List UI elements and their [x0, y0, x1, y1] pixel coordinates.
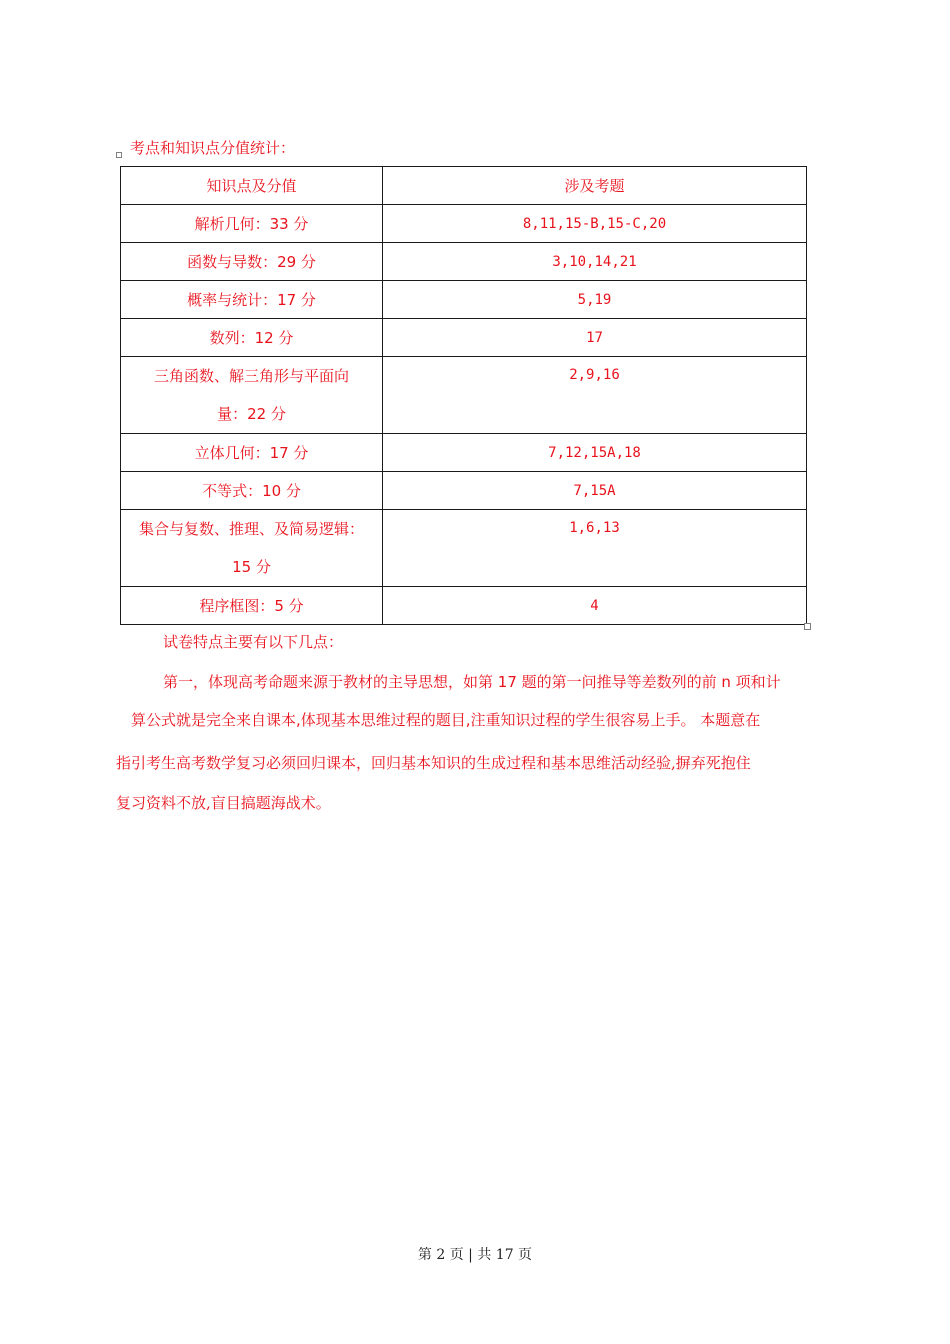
- table-row: [121, 243, 807, 281]
- questions-cell: 1,6,13: [383, 510, 807, 587]
- score-statistics-table: [120, 166, 807, 625]
- table-row: [121, 357, 807, 434]
- topic-cell: 函数与导数：29 分: [121, 243, 383, 281]
- topic-cell: [121, 357, 383, 434]
- table-row: [121, 434, 807, 472]
- topic-cell: 概率与统计：17 分: [121, 281, 383, 319]
- table-anchor-handle[interactable]: [116, 152, 122, 158]
- questions-cell: 3,10,14,21: [383, 243, 807, 281]
- table-row: [121, 587, 807, 625]
- questions-cell: 8,11,15-B,15-C,20: [383, 205, 807, 243]
- topic-line: 三角函数、解三角形与平面向: [153, 367, 349, 385]
- topic-cell: 立体几何：17 分: [121, 434, 383, 472]
- table-row: [121, 319, 807, 357]
- topic-line: 15 分: [232, 558, 271, 576]
- questions-cell: 4: [383, 587, 807, 625]
- paragraph-line: 第一，体现高考命题来源于教材的主导思想，如第 17 题的第一问推导等差数列的前 n 项和计: [163, 673, 781, 691]
- table-resize-handle[interactable]: [804, 623, 811, 630]
- table-row: [121, 281, 807, 319]
- topic-line: 量：22 分: [217, 405, 286, 423]
- questions-cell: 17: [383, 319, 807, 357]
- features-heading: 试卷特点主要有以下几点：: [163, 633, 344, 651]
- questions-cell: 7,15A: [383, 472, 807, 510]
- table-row: [121, 472, 807, 510]
- questions-cell: 5,19: [383, 281, 807, 319]
- header-questions: 涉及考题: [383, 167, 807, 205]
- paragraph-line: 复习资料不放,盲目搞题海战术。: [116, 794, 331, 812]
- page-footer: 第 2 页 | 共 17 页: [417, 1247, 533, 1263]
- paragraph-line: 算公式就是完全来自课本,体现基本思维过程的题目,注重知识过程的学生很容易上手。 本题意在: [131, 711, 761, 729]
- questions-cell: 7,12,15A,18: [383, 434, 807, 472]
- header-topic: 知识点及分值: [121, 167, 383, 205]
- table-row: [121, 205, 807, 243]
- topic-cell: 数列：12 分: [121, 319, 383, 357]
- topic-line: 集合与复数、推理、及简易逻辑：: [138, 520, 364, 538]
- table-header-row: [121, 167, 807, 205]
- section-heading: 考点和知识点分值统计：: [130, 139, 296, 157]
- paragraph-line: 指引考生高考数学复习必须回归课本，回归基本知识的生成过程和基本思维活动经验,摒弃死抱住: [116, 754, 751, 772]
- topic-cell: 程序框图：5 分: [121, 587, 383, 625]
- questions-cell: 2,9,16: [383, 357, 807, 434]
- topic-cell: 解析几何：33 分: [121, 205, 383, 243]
- topic-cell: [121, 510, 383, 587]
- table-row: [121, 510, 807, 587]
- topic-cell: 不等式：10 分: [121, 472, 383, 510]
